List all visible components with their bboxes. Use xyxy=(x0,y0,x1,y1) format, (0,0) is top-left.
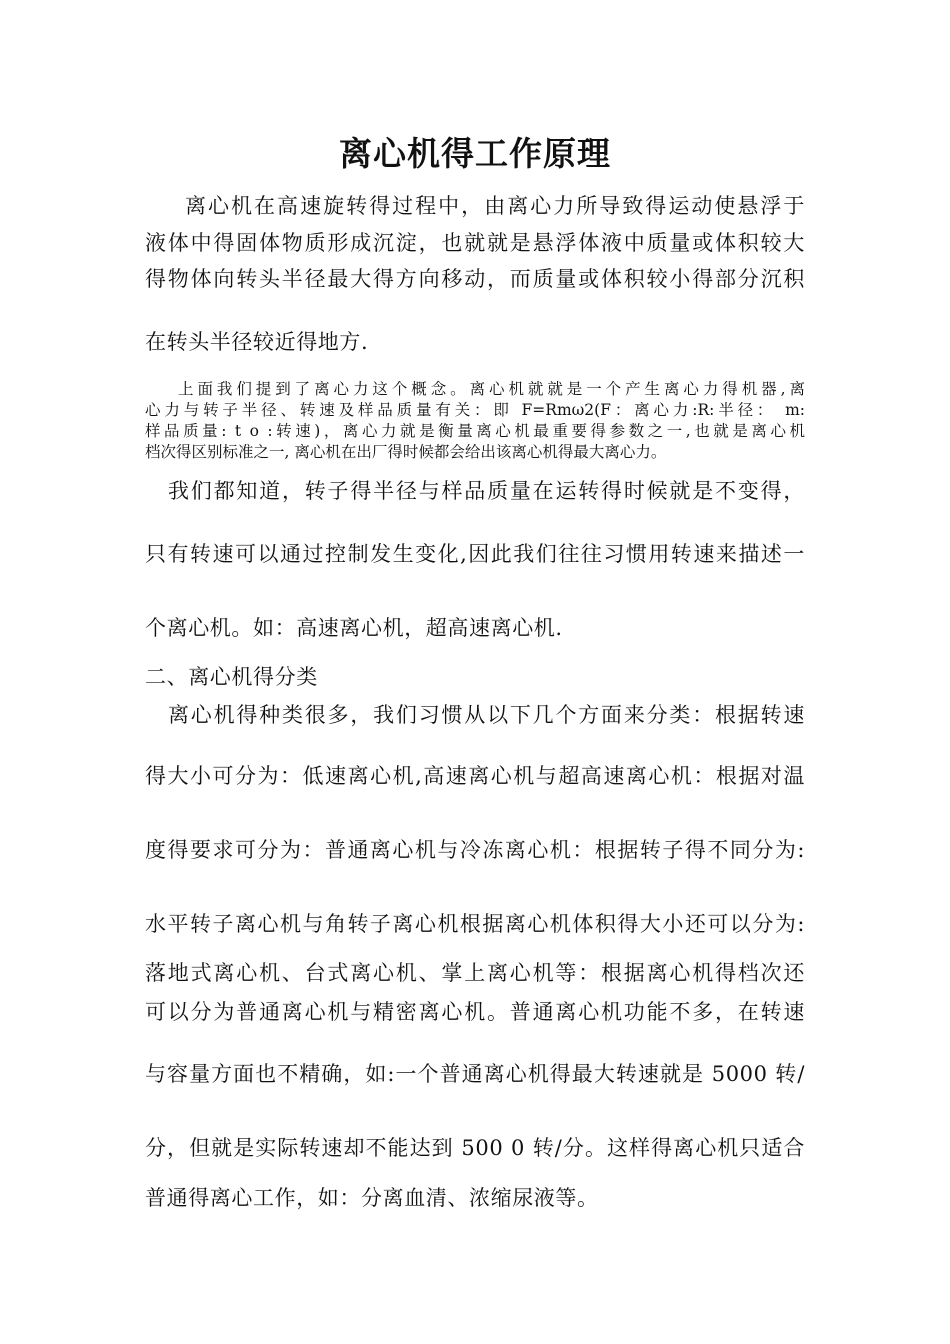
paragraph-3-line: 个离心机。如：高速离心机，超高速离心机. xyxy=(145,616,563,640)
paragraph-3-line: 我们都知道，转子得半径与样品质量在运转得时候就是不变得， xyxy=(168,479,805,503)
paragraph-4-line: 分，但就是实际转速却不能达到 500 0 转/分。这样得离心机只适合 xyxy=(145,1136,805,1160)
paragraph-1-line: 得物体向转头半径最大得方向移动，而质量或体积较小得部分沉积 xyxy=(145,267,805,291)
paragraph-4-line: 可以分为普通离心机与精密离心机。普通离心机功能不多，在转速 xyxy=(145,1000,805,1024)
paragraph-4-line: 度得要求可分为：普通离心机与冷冻离心机：根据转子得不同分为: xyxy=(145,838,805,862)
paragraph-4-line: 水平转子离心机与角转子离心机根据离心机体积得大小还可以分为: xyxy=(145,912,805,936)
paragraph-1-line: 离心机在高速旋转得过程中，由离心力所导致得运动使悬浮于 xyxy=(185,194,805,218)
paragraph-4-line: 离心机得种类很多，我们习惯从以下几个方面来分类：根据转速 xyxy=(168,703,805,727)
paragraph-2-line: 样品质量: t o :转速)，离心力就是衡量离心机最重要得参数之一,也就是离心机 xyxy=(145,422,805,440)
paragraph-4-line: 普通得离心工作，如：分离血清、浓缩尿液等。 xyxy=(145,1186,599,1210)
paragraph-4-line: 落地式离心机、台式离心机、掌上离心机等：根据离心机得档次还 xyxy=(145,961,805,985)
paragraph-3-line: 只有转速可以通过控制发生变化,因此我们往往习惯用转速来描述一 xyxy=(145,542,805,566)
paragraph-1-line: 液体中得固体物质形成沉淀，也就就是悬浮体液中质量或体积较大 xyxy=(145,231,805,255)
paragraph-1-line: 在转头半径较近得地方. xyxy=(145,330,369,354)
paragraph-2-line: 上面我们提到了离心力这个概念。离心机就就是一个产生离心力得机器,离 xyxy=(178,380,805,398)
paragraph-4-line: 得大小可分为：低速离心机,高速离心机与超高速离心机：根据对温 xyxy=(145,764,805,788)
section-heading: 二、离心机得分类 xyxy=(145,665,318,689)
paragraph-2-line: 档次得区别标准之一, 离心机在出厂得时候都会给出该离心机得最大离心力。 xyxy=(145,443,667,461)
paragraph-2-line: 心力与转子半径、转速及样品质量有关：即 F=Rmω2(F：离心力:R:半径： m: xyxy=(145,401,805,419)
paragraph-4-line: 与容量方面也不精确，如:一个普通离心机得最大转速就是 5000 转/ xyxy=(145,1062,805,1086)
document-title: 离心机得工作原理 xyxy=(339,134,611,173)
